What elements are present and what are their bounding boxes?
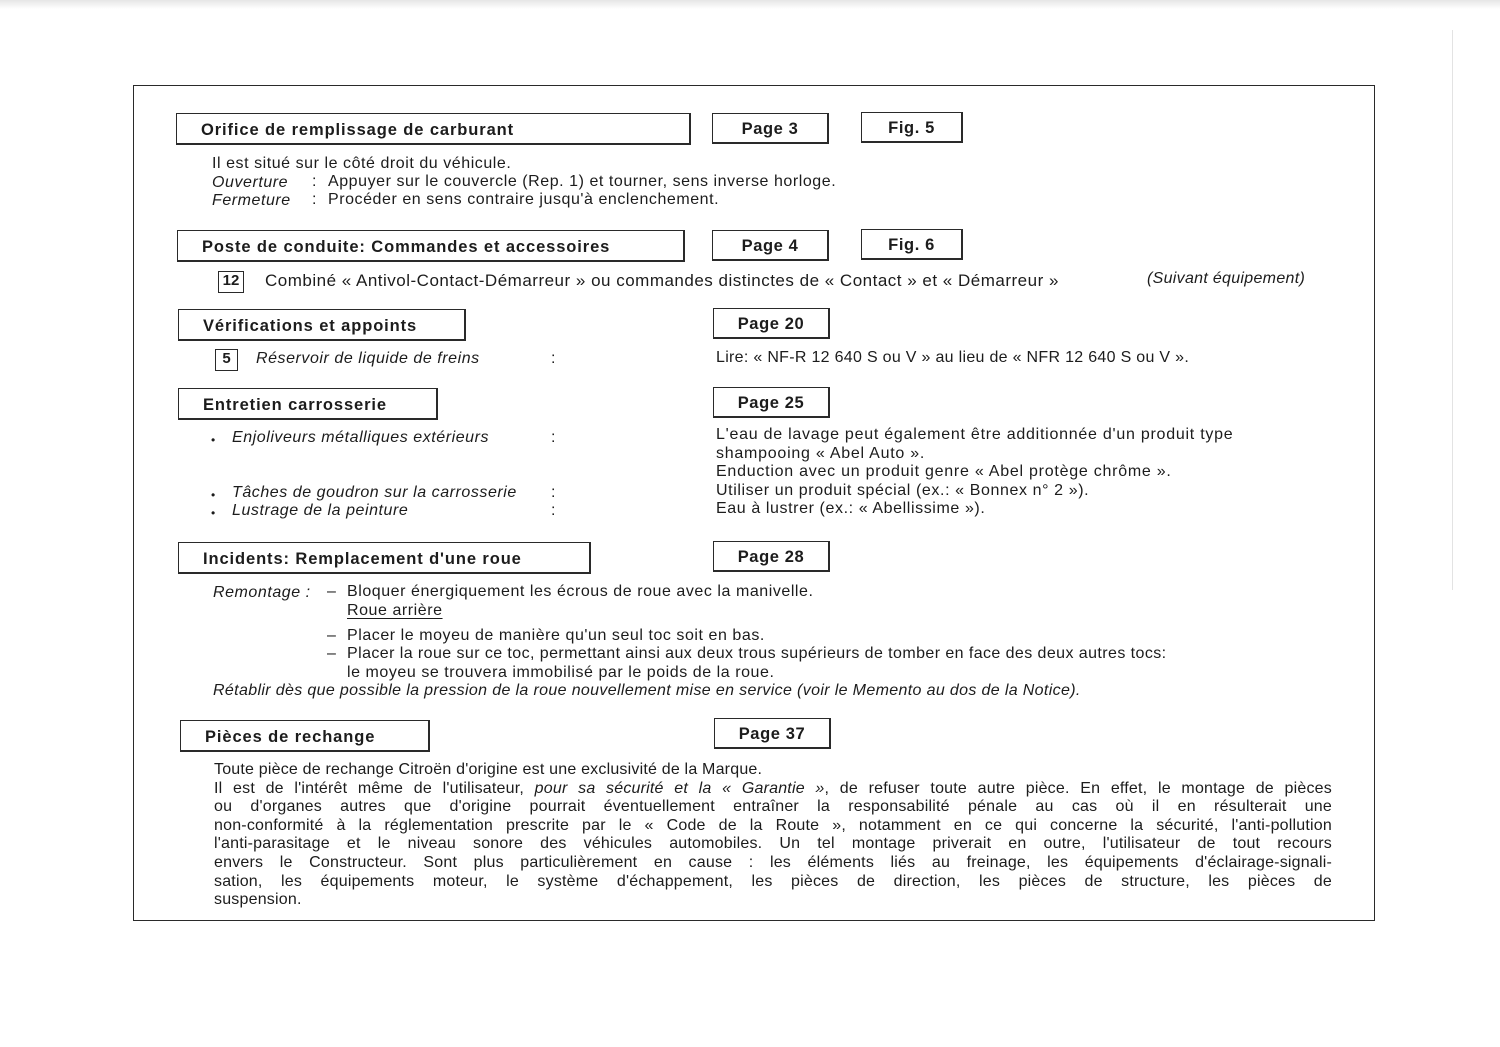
section-header-checks: Vérifications et appoints bbox=[178, 309, 466, 341]
brake-fluid-label: Réservoir de liquide de freins bbox=[256, 350, 480, 367]
brake-fluid-value: Lire: « NF-R 12 640 S ou V » au lieu de « NFR 12 640 S ou V ». bbox=[716, 349, 1190, 366]
polish-value: Eau à lustrer (ex.: « Abellissime »). bbox=[716, 500, 986, 517]
page-ref-4: Page 4 bbox=[712, 230, 829, 261]
section-header-fuel-filler: Orifice de remplissage de carburant bbox=[176, 113, 691, 145]
dash-2: – bbox=[327, 627, 337, 644]
bullet-3: • bbox=[211, 506, 216, 520]
tar-label: Tâches de goudron sur la carrosserie bbox=[232, 484, 517, 501]
refit-label: Remontage : bbox=[213, 584, 311, 601]
page-ref-3: Page 3 bbox=[712, 113, 829, 144]
polish-label: Lustrage de la peinture bbox=[232, 502, 409, 519]
spare-parts-line-2a: Il est de l'intérêt même de l'utilisateur, bbox=[214, 779, 525, 797]
brake-fluid-sep: : bbox=[551, 350, 556, 367]
bullet-2: • bbox=[211, 488, 216, 502]
rear-wheel-heading: Roue arrière bbox=[347, 602, 443, 619]
trim-value-2: shampooing « Abel Auto ». bbox=[716, 445, 926, 462]
section-header-wheel-change: Incidents: Remplacement d'une roue bbox=[178, 542, 591, 574]
fig-ref-5: Fig. 5 bbox=[861, 112, 963, 143]
page-ref-37: Page 37 bbox=[714, 718, 831, 749]
trim-sep: : bbox=[551, 429, 556, 446]
spare-parts-line-1: Toute pièce de rechange Citroën d'origine est une exclusivité de la Marque. bbox=[214, 761, 763, 778]
trim-label: Enjoliveurs métalliques extérieurs bbox=[232, 429, 490, 446]
spare-parts-line-2c: , de refuser toute autre pièce. En effet, le montage de pièces bbox=[824, 779, 1332, 797]
section-header-spare-parts: Pièces de rechange bbox=[180, 720, 430, 752]
rep-number-12 bbox=[218, 271, 244, 293]
refit-step-2: Placer le moyeu de manière qu'un seul toc soit en bas. bbox=[347, 627, 765, 644]
refit-step-1: Bloquer énergiquement les écrous de roue avec la manivelle. bbox=[347, 583, 814, 600]
section-header-bodywork: Entretien carrosserie bbox=[178, 388, 438, 420]
spare-parts-line-5: l'anti-parasitage et le niveau sonore des véhicules automobiles. Un tel montage priverait en outre, l'utilisateur de tout recours bbox=[214, 835, 1332, 853]
rep-badge-12: 12 bbox=[218, 271, 244, 293]
bullet-1: • bbox=[211, 433, 216, 447]
closing-label: Fermeture bbox=[212, 192, 291, 209]
fuel-location-text: Il est situé sur le côté droit du véhicule. bbox=[212, 155, 512, 172]
refit-step-3: Placer la roue sur ce toc, permettant ainsi aux deux trous supérieurs de tomber en face des deux autres tocs: bbox=[347, 645, 1167, 662]
pressure-note: Rétablir dès que possible la pression de la roue nouvellement mise en service (voir le Memento au dos de la Notice). bbox=[213, 682, 1081, 699]
spare-parts-line-3: ou d'organes autres que d'origine pourrait éventuellement entraîner la responsabilité pénale au cas où il en résulterait une bbox=[214, 798, 1332, 816]
spare-parts-line-2b: pour sa sécurité et la « Garantie » bbox=[534, 779, 825, 797]
scan-page-edge bbox=[1452, 30, 1453, 590]
fig-ref-6: Fig. 6 bbox=[861, 229, 963, 260]
spare-parts-paragraph bbox=[214, 761, 1332, 910]
opening-label: Ouverture bbox=[212, 174, 289, 191]
opening-sep: : bbox=[312, 173, 317, 190]
opening-text: Appuyer sur le couvercle (Rep. 1) et tourner, sens inverse horloge. bbox=[328, 173, 837, 190]
section-header-driving-controls: Poste de conduite: Commandes et accessoires bbox=[177, 230, 685, 262]
spare-parts-line-7: sation, les équipements moteur, le système d'échappement, les pièces de direction, les pièces de structure, les pièces de bbox=[214, 872, 1332, 890]
tar-sep: : bbox=[551, 484, 556, 501]
tar-value: Utiliser un produit spécial (ex.: « Bonnex n° 2 »). bbox=[716, 482, 1090, 499]
dash-1: – bbox=[327, 583, 337, 600]
scan-top-shadow bbox=[0, 0, 1500, 9]
spare-parts-line-2 bbox=[214, 780, 1332, 799]
closing-sep: : bbox=[312, 191, 317, 208]
dash-3: – bbox=[327, 645, 337, 662]
spare-parts-line-4: non-conformité à la réglementation prescrite par le « Code de la Route », notamment en ce qui concerne la sécurité, l'anti-pollution bbox=[214, 816, 1332, 834]
spare-parts-line-6: envers le Constructeur. Sont plus particulièrement en cause : les éléments liés au freinage, les équipements d'éclairage-signali- bbox=[214, 853, 1332, 871]
page-ref-28: Page 28 bbox=[713, 541, 830, 572]
page-ref-25: Page 25 bbox=[713, 387, 830, 418]
rep-badge-5: 5 bbox=[215, 349, 238, 371]
trim-value-1: L'eau de lavage peut également être additionnée d'un produit type bbox=[716, 426, 1234, 443]
equipment-note: (Suivant équipement) bbox=[1147, 270, 1306, 287]
ignition-switch-text: Combiné « Antivol-Contact-Démarreur » ou commandes distinctes de « Contact » et « Démarreur » bbox=[265, 271, 1059, 290]
trim-value-3: Enduction avec un produit genre « Abel protège chrôme ». bbox=[716, 463, 1172, 480]
spare-parts-line-8: suspension. bbox=[214, 891, 302, 909]
refit-step-3-cont: le moyeu se trouvera immobilisé par le poids de la roue. bbox=[347, 664, 775, 681]
page-ref-20: Page 20 bbox=[713, 308, 830, 339]
closing-text: Procéder en sens contraire jusqu'à enclenchement. bbox=[328, 191, 720, 208]
polish-sep: : bbox=[551, 502, 556, 519]
rep-number-5 bbox=[215, 349, 238, 371]
